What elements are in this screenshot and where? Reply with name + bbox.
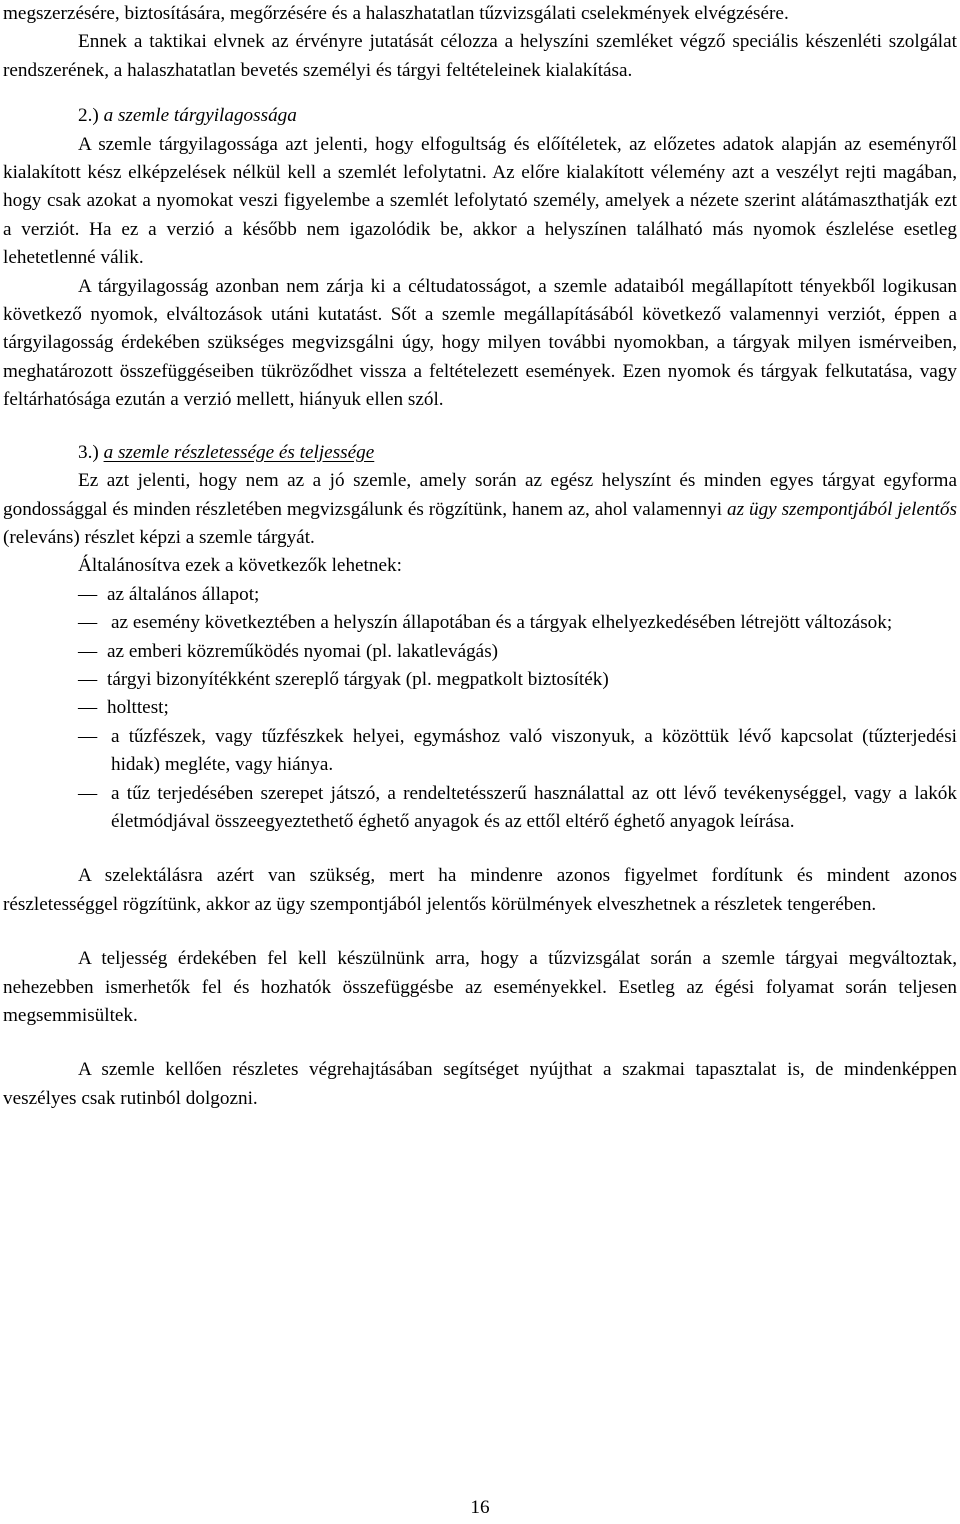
list-item-text: a tűz terjedésében szerepet játszó, a rendeltetésszerű használattal az ott lévő tevékenységgel, vagy a lakók életmódjával összeegyeztethető éghető anyagok és az ettől eltérő éghető anyagok leírása. bbox=[111, 782, 957, 832]
list-item bbox=[3, 723, 957, 780]
list-item-text: holttest; bbox=[107, 697, 169, 719]
section-2-heading bbox=[3, 102, 957, 130]
dash-bullet-icon: — bbox=[78, 612, 98, 634]
criteria-list bbox=[3, 581, 957, 837]
list-item bbox=[3, 666, 957, 694]
dash-bullet-icon: — bbox=[78, 640, 98, 662]
section-2-paragraph-1: A szemle tárgyilagossága azt jelenti, hogy elfogultság és előítéletek, az előzetes adatok alapján az eseményről kialakított kész elképzelések nélkül kell a szemlét lefolytatni. Az előre kialakított vélemény azt a veszélyt rejti magában, hogy csak azokat a nyomokat veszi figyelembe a szemlét lefolytató személy, amelyek a nézete szerint alátámaszthatják ezt a verziót. Ha ez a verzió a később nem igazolódik be, akkor a helyszínen található más nyomok észlelése esetleg lehetetlenné válik. bbox=[3, 133, 957, 269]
section-3-p1-after: (releváns) részlet képzi a szemle tárgyát. bbox=[3, 526, 315, 548]
list-intro: Általánosítva ezek a következők lehetnek: bbox=[78, 555, 402, 577]
section-3-p1-italic: az ügy szempontjából jelentős bbox=[727, 498, 957, 520]
section-3-paragraph-1 bbox=[3, 467, 957, 552]
dash-bullet-icon: — bbox=[78, 782, 98, 804]
paragraph-experience: A szemle kellően részletes végrehajtásában segítséget nyújthat a szakmai tapasztalat is, de mindenképpen veszélyes csak rutinból dolgozni. bbox=[3, 1059, 957, 1109]
section-3-number: 3.) bbox=[78, 441, 99, 463]
section-3-title: a szemle részletessége és teljessége bbox=[103, 441, 375, 463]
list-item bbox=[3, 694, 957, 722]
section-3-p1-before: Ez azt jelenti, hogy nem az a jó szemle, amely során az egész helyszínt és minden egyes tárgyat egyforma gondossággal és minden részletében megvizsgálunk és rögzítünk, hanem az, ahol valamennyi bbox=[3, 470, 957, 520]
list-item-text: a tűzfészek, vagy tűzfészkek helyei, egymáshoz való viszonyuk, a közöttük lévő kapcsolat (tűzterjedési hidak) megléte, vagy hiánya. bbox=[111, 725, 957, 776]
list-item bbox=[3, 780, 957, 837]
list-item-text: az általános állapot; bbox=[107, 583, 260, 605]
dash-bullet-icon: — bbox=[78, 697, 98, 719]
section-3-heading bbox=[3, 439, 957, 467]
section-2-paragraph-2: A tárgyilagosság azonban nem zárja ki a céltudatosságot, a szemle adataiból megállapított tényekből logikusan következő nyomok, elváltozások utáni kutatást. Sőt a szemle megállapításából következő valamennyi verziót, éppen a tárgyilagosság érdekében szükséges megvizsgálni úgy, hogy milyen további nyomokban, a tárgyak milyen ismérveiben, meghatározott összefüggéseiben tükröződhet vissza a feltételezett események. Ezen nyomok és tárgyak felkutatása, vagy feltárhatósága ezután a verzió mellett, hiányuk ellen szól. bbox=[3, 275, 957, 411]
paragraph-top: megszerzésére, biztosítására, megőrzésére és a halaszhatatlan tűzvizsgálati cselekmények elvégzésére. bbox=[3, 3, 789, 24]
list-item bbox=[3, 581, 957, 609]
dash-bullet-icon: — bbox=[78, 583, 98, 605]
paragraph-selection: A szelektálásra azért van szükség, mert ha mindenre azonos figyelmet fordítunk és mindent azonos részletességgel rögzítünk, akkor az ügy szempontjából jelentős körülmények elveszhetnek a részletek tengerében. bbox=[3, 865, 957, 915]
paragraph-completeness: A teljesség érdekében fel kell készülnünk arra, hogy a tűzvizsgálat során a szemle tárgyai megváltoztak, nehezebben ismerhetők fel és hozhatók összefüggésbe az eseményekkel. Esetleg az égési folyamat során teljesen megsemmisültek. bbox=[3, 948, 957, 1026]
list-item-text: az emberi közreműködés nyomai (pl. lakatlevágás) bbox=[107, 640, 499, 662]
list-item bbox=[3, 609, 957, 637]
list-item-text: tárgyi bizonyítékként szereplő tárgyak (pl. megpatkolt biztosíték) bbox=[107, 668, 609, 690]
section-2-number: 2.) bbox=[78, 105, 99, 127]
list-item bbox=[3, 638, 957, 666]
document-page bbox=[3, 0, 957, 1113]
paragraph-intro: Ennek a taktikai elvnek az érvényre jutatását célozza a helyszíni szemléket végző speciális készenléti szolgálat rendszerének, a halaszhatatlan bevetés személyi és tárgyi feltételeinek kialakítása. bbox=[3, 31, 957, 81]
list-item-text: az esemény következtében a helyszín állapotában és a tárgyak elhelyezkedésében létrejött változások; bbox=[111, 612, 893, 634]
dash-bullet-icon: — bbox=[78, 668, 98, 690]
page-number: 16 bbox=[470, 1497, 490, 1518]
section-2-title: a szemle tárgyilagossága bbox=[103, 105, 297, 127]
dash-bullet-icon: — bbox=[78, 725, 98, 747]
